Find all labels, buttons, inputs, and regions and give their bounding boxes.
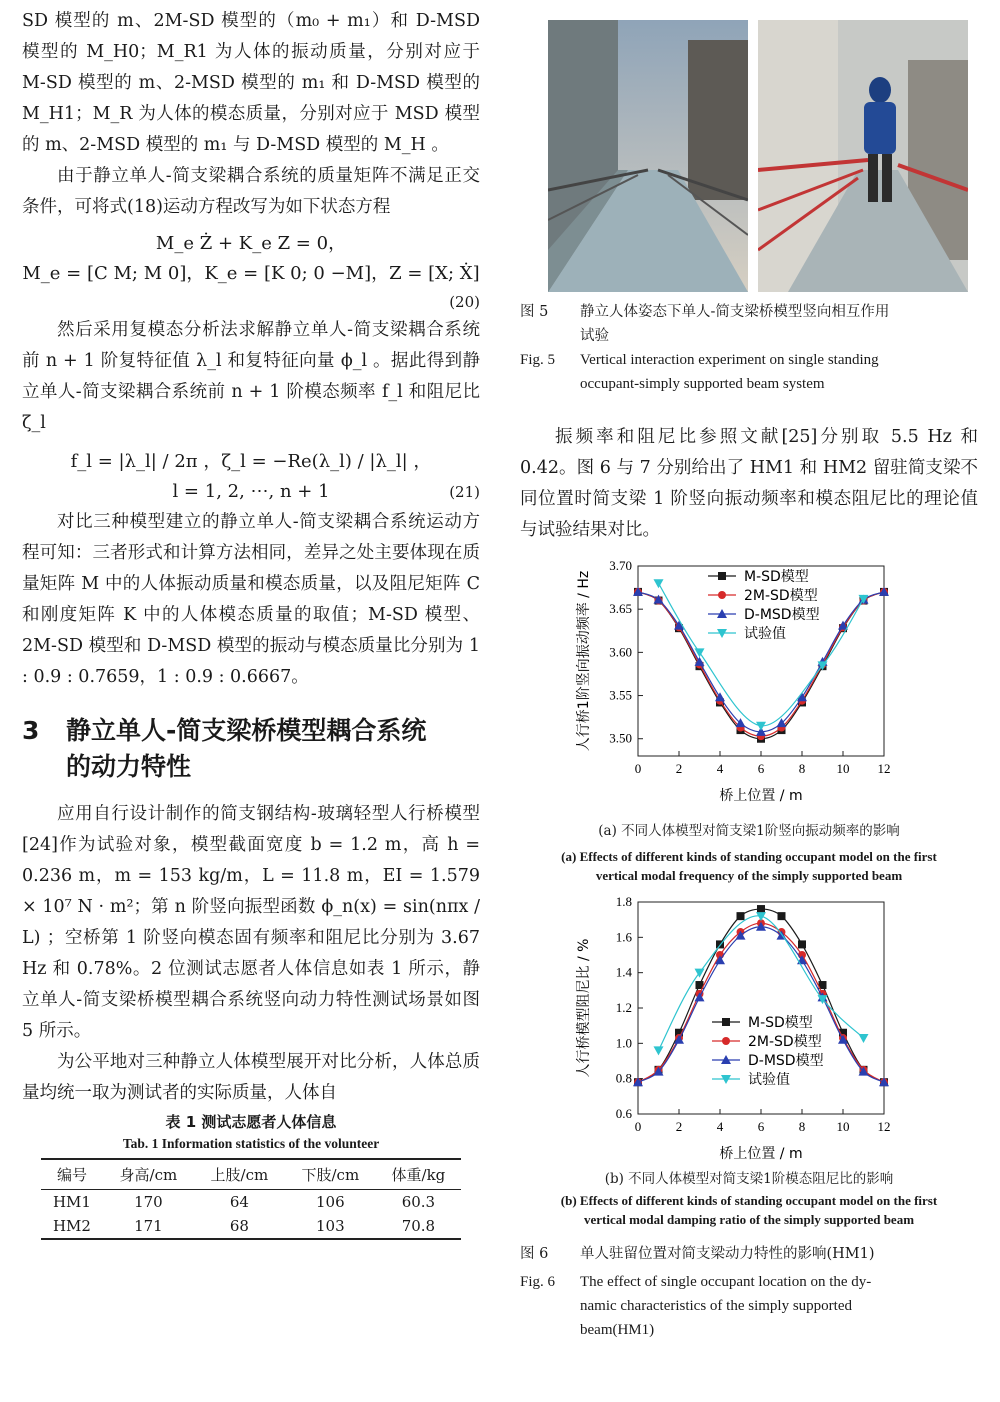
legend-label: M-SD模型 <box>744 569 809 585</box>
x-tick-label: 4 <box>716 761 724 776</box>
x-tick-label: 8 <box>798 761 806 776</box>
table-row <box>41 1190 461 1215</box>
figure-6-caption-en-line1: The effect of single occupant location on the dy- <box>580 1274 872 1290</box>
table-caption: 表 1 测试志愿者人体信息 <box>165 1113 337 1131</box>
figure-6-label-en: Fig. 6 <box>520 1274 556 1290</box>
y-tick-label: 0.8 <box>615 1070 632 1086</box>
y-tick-label: 1.8 <box>615 894 632 909</box>
photo-standing-occupant <box>758 20 968 292</box>
table-header-cell: 下肢/cm <box>285 1159 376 1190</box>
table-cell: 60.3 <box>401 1193 436 1211</box>
figure-5-label-en: Fig. 5 <box>520 352 556 368</box>
x-tick-label: 2 <box>675 1119 683 1134</box>
table-header-cell: 编号 <box>41 1159 103 1190</box>
data-point <box>859 1034 869 1043</box>
data-point <box>654 1046 664 1055</box>
y-tick-label: 3.50 <box>609 730 632 746</box>
figure-6-caption-en <box>520 1270 978 1342</box>
chart-damping <box>520 892 978 1164</box>
legend-label: 试验值 <box>748 1072 790 1088</box>
data-point <box>757 905 765 913</box>
x-tick-label: 0 <box>634 761 642 776</box>
table-cell: HM2 <box>41 1214 103 1239</box>
photo-bridge-empty <box>548 20 748 292</box>
y-tick-label: 3.55 <box>609 687 632 703</box>
y-tick-label: 3.65 <box>609 601 632 617</box>
x-tick-label: 4 <box>716 1119 724 1134</box>
table-header-cell: 上肢/cm <box>194 1159 285 1190</box>
table-header-cell: 身高/cm <box>103 1159 194 1190</box>
figure-5-caption-en-line2: occupant-simply supported beam system <box>580 376 825 392</box>
y-tick-label: 3.70 <box>609 558 632 573</box>
paragraph-fair-comparison: 为公平地对三种静立人体模型展开对比分析，人体总质量均统一取为测试者的实际质量，人体自 <box>22 1052 480 1103</box>
volunteer-table <box>41 1158 461 1240</box>
x-tick-label: 12 <box>877 761 891 776</box>
table-caption-en: Tab. 1 Information statistics of the volunteer <box>122 1136 380 1151</box>
legend-label: D-MSD模型 <box>748 1053 824 1069</box>
y-axis-label: 人行桥1阶竖向振动频率 / Hz <box>576 570 592 752</box>
table-header-cell: 体重/kg <box>376 1159 461 1190</box>
figure-5-photos <box>520 6 978 298</box>
x-tick-label: 6 <box>757 761 765 776</box>
legend-label: M-SD模型 <box>748 1015 813 1031</box>
table-cell: 68 <box>194 1214 285 1239</box>
subcaption-b: (b) 不同人体模型对简支梁1阶模态阻尼比的影响 <box>604 1171 894 1187</box>
x-tick-label: 10 <box>836 1119 850 1134</box>
equation-21-number: (21) <box>449 483 480 501</box>
equation-21-line2: l = 1, 2, ⋯, n + 1 <box>172 481 330 502</box>
equation-21-line1: f_l = |λ_l| / 2π ，ζ_l = −Re(λ_l) / |λ_l| ， <box>70 451 432 472</box>
paragraph-figure-6-intro: 振频率和阻尼比参照文献[25]分别取 5.5 Hz 和 0.42。图 6 与 7 分别给出了 HM1 和 HM2 留驻简支梁不同位置时简支梁 1 阶竖向振动频率和模态阻尼比的理论值与试验结果对比。 <box>520 427 978 540</box>
x-axis-label: 桥上位置 / m <box>719 788 803 804</box>
legend-label: 试验值 <box>744 626 786 642</box>
paragraph-comparison: 对比三种模型建立的静立单人-简支梁耦合系统运动方程可知：三者形式和计算方法相同，差异之处主要体现在质量矩阵 M 中的人体振动质量和模态质量，以及阻尼矩阵 C 和刚度矩阵 K 中的人体模态质量的取值；M-SD 模型、2M-SD 模型和 D-MSD 模型的振动与模态质量比分别为 1 : 0.9 : 0.7659，1 : 0.9 : 0.6667。 <box>22 512 480 687</box>
legend-label: 2M-SD模型 <box>748 1034 822 1050</box>
table-cell: 70.8 <box>376 1214 461 1239</box>
y-tick-label: 0.6 <box>615 1106 632 1121</box>
section-3-heading <box>22 713 480 785</box>
table-cell: HM1 <box>52 1193 91 1211</box>
table-cell: 106 <box>316 1193 345 1211</box>
y-tick-label: 1.0 <box>615 1035 632 1051</box>
figure-6-caption-en-line2: namic characteristics of the simply supported <box>580 1298 852 1314</box>
table-cell: 171 <box>103 1214 194 1239</box>
y-tick-label: 1.4 <box>615 964 632 980</box>
left-column <box>22 6 480 1240</box>
x-tick-label: 2 <box>675 761 683 776</box>
figure-5-caption-line1: 静立人体姿态下单人-简支梁桥模型竖向相互作用 <box>580 304 890 320</box>
figure-5-caption-en-line1: Vertical interaction experiment on single standing <box>580 352 879 368</box>
equation-20-line2: M_e = [C M; M 0]，K_e = [K 0; 0 −M]，Z = [X; Ẋ] <box>22 263 480 284</box>
subcaption-a: (a) 不同人体模型对简支梁1阶竖向振动频率的影响 <box>598 823 900 839</box>
table-header-row <box>41 1159 461 1190</box>
table-row <box>41 1214 461 1239</box>
right-column <box>520 6 978 1342</box>
equation-20-line1: M_e Ż + K_e Z = 0， <box>155 233 347 254</box>
y-tick-label: 3.60 <box>609 644 632 660</box>
y-axis-label: 人行桥模型阻尼比 / % <box>576 938 592 1078</box>
data-point <box>722 1018 730 1026</box>
data-point <box>722 1037 730 1045</box>
data-point <box>654 579 664 588</box>
table-cell: 170 <box>134 1193 163 1211</box>
x-axis-label: 桥上位置 / m <box>719 1146 803 1162</box>
subcaption-b-en-line1: (b) Effects of different kinds of standing occupant model on the first <box>560 1193 938 1208</box>
figure-5-caption-en <box>520 348 978 396</box>
data-point <box>718 591 726 599</box>
legend-label: 2M-SD模型 <box>744 588 818 604</box>
figure-6-caption-text: 单人驻留位置对简支梁动力特性的影响(HM1) <box>580 1246 875 1262</box>
paragraph-complex-modal: 然后采用复模态分析法求解静立单人-简支梁耦合系统前 n + 1 阶复特征值 λ_l 和复特征向量 ϕ_l 。据此得到静立单人-简支梁耦合系统前 n + 1 阶模态频率 f_l 和阻尼比 ζ_l <box>22 320 480 433</box>
chart-frequency <box>520 552 978 820</box>
legend-label: D-MSD模型 <box>744 607 820 623</box>
x-tick-label: 0 <box>634 1119 642 1134</box>
data-point <box>737 912 745 920</box>
paragraph-bridge-model: 应用自行设计制作的简支钢结构-玻璃轻型人行桥模型[24]作为试验对象，模型截面宽度 b = 1.2 m，高 h = 0.236 m，m = 153 kg/m，L = 11.8 m，EI = 1.579 × 10⁷ N · m²；第 n 阶竖向振型函数 ϕ_n(x) = sin(nπx / L) ；空桥第 1 阶竖向模态固有频率和阻尼比分别为 3.67 Hz 和 0.78%。2 位测试志愿者人体信息如表 1 所示，静立单人-简支梁桥模型耦合系统竖向动力特性测试场景如图 5 所示。 <box>22 804 480 1041</box>
figure-6-caption <box>520 1242 978 1266</box>
data-point <box>798 940 806 948</box>
x-tick-label: 12 <box>877 1119 891 1134</box>
paragraph-model-mass: SD 模型的 m、2M-SD 模型的（m₀ + m₁）和 D-MSD 模型的 M_H0；M_R1 为人体的振动质量，分别对应于 M-SD 模型的 m、2-MSD 模型的 m₁ 和 D-MSD 模型的 M_H1；M_R 为人体的模态质量，分别对应于 MSD 模型的 m、2-MSD 模型的 m₁ 与 D-MSD 模型的 M_H 。 <box>22 11 480 155</box>
subcaption-a-en-line1: (a) Effects of different kinds of standing occupant model on the first <box>561 849 937 864</box>
section-number: 3 <box>22 716 40 745</box>
y-tick-label: 1.2 <box>615 1000 632 1015</box>
data-point <box>718 572 726 580</box>
x-tick-label: 8 <box>798 1119 806 1134</box>
subcaption-b-en-line2: vertical modal damping ratio of the simply supported beam <box>583 1212 915 1227</box>
figure-5-label: 图 5 <box>520 304 549 320</box>
section-title-line2: 的动力特性 <box>66 752 192 781</box>
data-point <box>756 912 766 921</box>
equation-20-number: (20) <box>449 293 480 311</box>
table-cell: 103 <box>285 1214 376 1239</box>
y-tick-label: 1.6 <box>615 929 632 945</box>
figure-6-caption-en-line3: beam(HM1) <box>580 1322 655 1338</box>
subcaption-a-en-line2: vertical modal frequency of the simply supported beam <box>595 868 903 883</box>
data-point <box>778 912 786 920</box>
table-cell: 64 <box>229 1193 249 1211</box>
figure-5-caption <box>520 300 978 348</box>
series-line <box>659 583 864 726</box>
figure-5-caption-line2: 试验 <box>580 328 609 344</box>
figure-6-label: 图 6 <box>520 1246 549 1262</box>
section-title-line1: 静立单人-简支梁桥模型耦合系统 <box>66 716 427 745</box>
paragraph-state-equation-intro: 由于静立单人-简支梁耦合系统的质量矩阵不满足正交条件，可将式(18)运动方程改写为如下状态方程 <box>22 166 480 217</box>
x-tick-label: 6 <box>757 1119 765 1134</box>
x-tick-label: 10 <box>836 761 850 776</box>
